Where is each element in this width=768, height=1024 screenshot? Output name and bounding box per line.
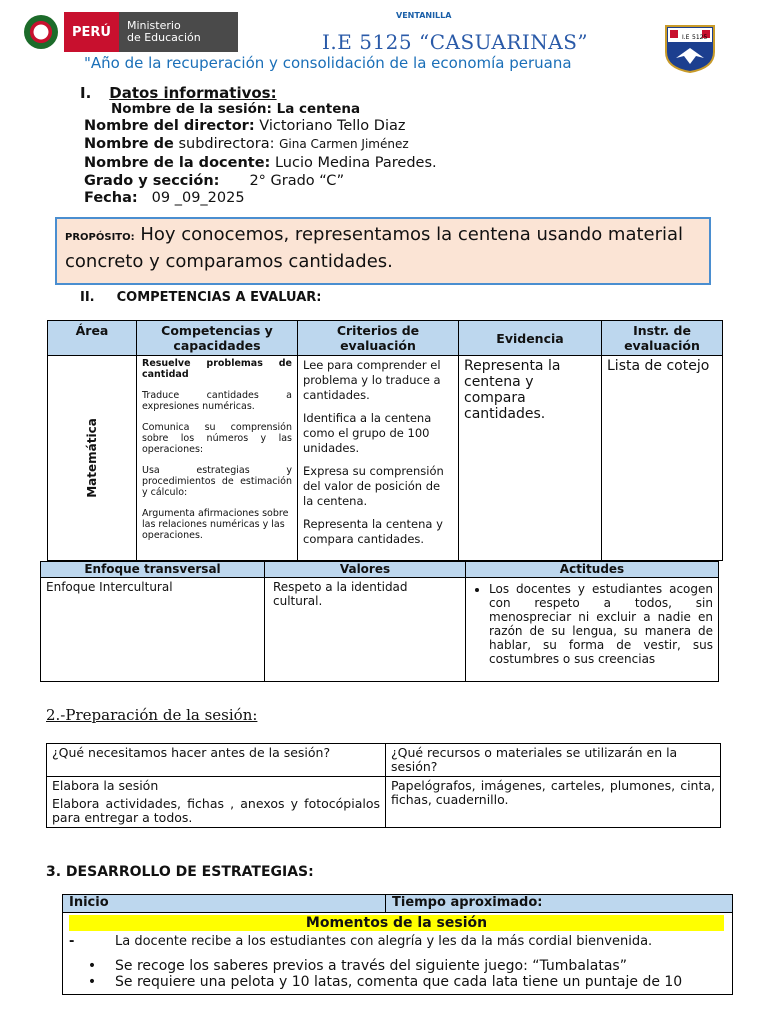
proposito-label: PROPÓSITO: — [65, 232, 135, 243]
criterio-item: Lee para comprender el problema y lo traduce a cantidades. — [303, 358, 441, 402]
actitud-item: • Los docentes y estudiantes acogen con respeto a todos, sin menospreciar ni excluir a nadie en razón de su lengua, su manera de hablar, su forma de vestir, sus costumbres o sus creencias — [489, 582, 713, 666]
preparacion-q1: ¿Qué necesitamos hacer antes de la sesión? — [47, 744, 386, 777]
momentos-label: Momentos de la sesión — [69, 915, 724, 931]
ministry-line1: Ministerio — [126, 19, 181, 32]
instrumento-cell: Lista de cotejo — [602, 356, 723, 561]
header-enfoque: Enfoque transversal — [41, 562, 265, 578]
grade-line — [84, 173, 344, 189]
dev-bullet-1-text: Se recoge los saberes previos a través del siguiente juego: “Tumbalatas” — [115, 958, 627, 974]
header-actitudes: Actitudes — [466, 562, 719, 578]
peru-label: PERÚ — [64, 12, 119, 52]
tiempo-header: Tiempo aproximado: — [386, 895, 733, 913]
competencia-title: Resuelve problemas de cantidad — [142, 358, 292, 380]
peru-shield-icon — [24, 15, 58, 49]
desarrollo-title: 3. DESARROLLO DE ESTRATEGIAS: — [46, 864, 314, 880]
ministry-line2: de Educación — [126, 31, 201, 44]
evidencia-cell: Representa la centena y compara cantidades. — [459, 356, 602, 561]
year-phrase: "Año de la recuperación y consolidación de la economía peruana — [84, 54, 572, 72]
dev-bullet-2-text: Se requiere una pelota y 10 latas, comenta que cada lata tiene un puntaje de 10 — [115, 974, 683, 990]
desarrollo-table — [62, 894, 733, 995]
preparacion-table — [46, 743, 721, 828]
school-name: I.E 5125 “CASUARINAS” — [322, 30, 589, 54]
actitud-cell — [466, 578, 719, 682]
area-label: Matemática — [85, 418, 99, 498]
dev-bullet-2 — [69, 974, 724, 990]
session-name: Nombre de la sesión: La centena — [111, 101, 361, 117]
area-cell — [48, 356, 137, 561]
director-value: Victoriano Tello Diaz — [259, 118, 406, 134]
subdirector-value: Gina Carmen Jiménez — [279, 137, 409, 151]
desarrollo-body — [63, 913, 733, 995]
grade-label: Grado y sección: — [84, 173, 220, 189]
subdirector-line — [84, 136, 409, 152]
dev-line-1 — [69, 934, 724, 950]
crest-left-text: I.E — [682, 34, 690, 41]
date-value: 09 _09_2025 — [151, 190, 245, 206]
header-instrumento: Instr. de evaluación — [602, 321, 723, 356]
subdirector-label-bold: Nombre de — [84, 136, 174, 152]
teacher-value: Lucio Medina Paredes. — [274, 155, 437, 171]
bullet-icon: • — [87, 974, 97, 990]
preparacion-a1-line2: Elabora actividades, fichas , anexos y fotocópialos para entregar a todos. — [52, 796, 380, 825]
capacidad-item: Argumenta afirmaciones sobre las relaciones numéricas y las operaciones. — [142, 508, 289, 541]
preparacion-a2: Papelógrafos, imágenes, carteles, plumones, cinta, fichas, cuadernillo. — [386, 777, 721, 828]
bullet-icon: • — [87, 958, 97, 974]
criterio-item: Identifica a la centena como el grupo de 100 unidades. — [303, 411, 432, 455]
proposito-box — [55, 217, 711, 285]
crest-right-text: 5125 — [692, 34, 708, 41]
director-line — [84, 118, 405, 134]
preparacion-a1 — [47, 777, 386, 828]
section-competencias-num: II. — [80, 290, 95, 305]
header-evidencia: Evidencia — [459, 321, 602, 356]
capacidad-item: Traduce cantidades a expresiones numéricas. — [142, 390, 292, 412]
preparacion-a1-line1: Elabora la sesión — [52, 778, 159, 793]
valor-cell: Respeto a la identidad cultural. — [265, 578, 466, 682]
capacidad-item: Comunica su comprensión sobre los números y las operaciones: — [142, 422, 292, 455]
dev-line-1-text: La docente recibe a los estudiantes con alegría y les da la más cordial bienvenida. — [115, 934, 653, 949]
minedu-logo — [24, 12, 238, 52]
ministry-label — [119, 12, 238, 52]
subdirector-label-rest: subdirectora: — [173, 136, 275, 152]
section-competencias-title — [80, 290, 321, 305]
date-label: Fecha: — [84, 190, 138, 206]
grade-value: 2° Grado “C” — [249, 173, 345, 189]
inicio-header: Inicio — [63, 895, 386, 913]
dev-bullet-1 — [69, 958, 724, 974]
dev-dash: - — [69, 934, 75, 949]
header-valores: Valores — [265, 562, 466, 578]
date-line — [84, 190, 245, 206]
capacidad-item: Usa estrategias y procedimientos de estimación y cálculo: — [142, 465, 292, 498]
enfoque-cell: Enfoque Intercultural — [41, 578, 265, 682]
criterio-item: Expresa su comprensión del valor de posición de la centena. — [303, 464, 444, 508]
section-datos-title — [80, 84, 277, 102]
criterios-cell — [298, 356, 459, 561]
preparacion-title: 2.-Preparación de la sesión: — [46, 706, 258, 724]
preparacion-q2: ¿Qué recursos o materiales se utilizarán en la sesión? — [386, 744, 721, 777]
director-label: Nombre del director: — [84, 118, 255, 134]
header-area: Área — [48, 321, 137, 356]
school-subtitle: VENTANILLA — [396, 11, 452, 20]
competencias-cell — [137, 356, 298, 561]
section-datos-label: Datos informativos: — [109, 84, 277, 102]
criterio-item: Representa la centena y compara cantidades. — [303, 517, 443, 546]
header-competencias: Competencias y capacidades — [137, 321, 298, 356]
competencias-table — [47, 320, 723, 561]
section-datos-num: I. — [80, 84, 92, 102]
section-competencias-label: COMPETENCIAS A EVALUAR: — [116, 290, 322, 305]
enfoque-table — [40, 561, 719, 682]
proposito-text: Hoy conocemos, representamos la centena usando material concreto y comparamos cantidades. — [65, 224, 684, 272]
header-criterios: Criterios de evaluación — [298, 321, 459, 356]
teacher-line — [84, 155, 437, 171]
teacher-label: Nombre de la docente: — [84, 155, 271, 171]
school-crest-icon — [662, 22, 718, 74]
